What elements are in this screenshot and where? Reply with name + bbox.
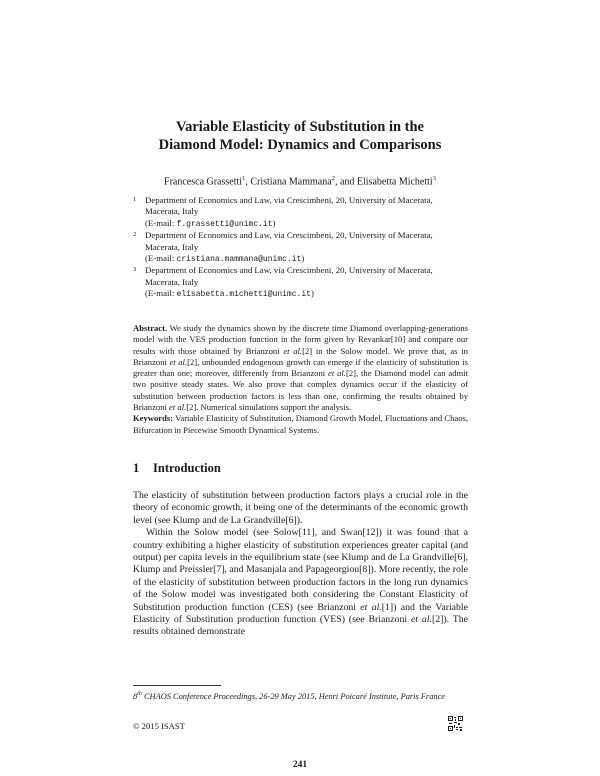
title-line-1: Variable Elasticity of Substitution in the [175,119,424,135]
abstract-etal: et al. [169,402,187,413]
copyright-notice: © 2015 ISAST [133,721,185,731]
author-mark: 3 [432,175,436,182]
email-address[interactable]: f.grassetti@unimc.it [176,219,273,229]
section-heading [133,461,221,476]
keywords-label: Keywords: [133,413,174,424]
email-prefix: (E-mail: [145,253,177,264]
affiliation-line: Macerata, Italy [145,206,199,217]
abstract-body [133,323,468,413]
paragraph-etal: et al. [360,601,382,613]
affiliation-line: Department of Economics and Law, via Crescimbeni, 20, University of Macerata, [145,230,433,241]
paragraph-text: [1]) and the Variable Elasticity of Substitution production function (VES) (see Brianzoni [133,601,468,626]
affiliation-email [145,288,473,300]
affiliation-line: Department of Economics and Law, via Crescimbeni, 20, University of Macerata, [145,265,433,276]
author-mark: 2 [331,175,335,182]
email-prefix: (E-mail: [145,288,177,299]
page-number: 241 [292,760,308,770]
abstract-text: [2]. Numerical simulations support the analysis. [186,402,352,413]
author-mark: 1 [242,175,246,182]
affiliation-line: Department of Economics and Law, via Crescimbeni, 20, University of Macerata, [145,195,433,205]
affiliation-email [145,218,473,230]
abstract-text: [2] in the Solow model. We prove that, as in Brianzoni [133,345,468,367]
email-suffix: ) [272,217,276,228]
paragraph-1: The elasticity of substitution between production factors plays a crucial role in the theory of economic growth, it being one of the determinants of the economic growth level (see Klump and de La Grandville[6]). [133,490,468,526]
abstract-text: [2], the Diamond model can admit two positive steady states. We also prove that complex dynamics occur if the elasticity of substitution between production factors is less than one, confirming the results obtained by Brianzoni [133,368,468,413]
paragraph-etal: et al. [410,614,432,626]
affiliation-line: Macerata, Italy [145,276,199,287]
footnote-text: CHAOS Conference Proceedings, 26-29 May 2015, Henri Poicaré Institute, Paris France [141,691,446,701]
section-title: Introduction [153,461,221,475]
affiliation-1 [133,195,473,230]
footnote-ordinal-suffix: th [137,691,142,697]
email-prefix: (E-mail: [145,217,177,228]
paragraph-text: Within the Solow model (see Solow[11], and Swan[12]) it was found that a country exhibiting a higher elasticity of substitution experiences greater capital (and output) per capita levels in the equilibrium state (see Klump and de La Grandville[6], Klump and Preissler[7], and Masanjala and Papageorgiou[8]). More recently, the role of the elasticity of substitution between production factors in the long run dynamics of the Solow model was investigated both considering the Constant Elasticity of Substitution production function (CES) (see Brianzoni [133,527,468,613]
affiliation-2 [133,230,473,265]
abstract-label: Abstract. [133,323,168,333]
keywords-text: Variable Elasticity of Substitution, Diamond Growth Model, Fluctuations and Chaos, Bifurcation in Piecewise Smooth Dynamical Systems. [133,413,468,435]
affiliation-number: 2 [133,231,137,239]
intro-text [133,490,468,639]
email-suffix: ) [301,253,305,264]
footnote-ordinal: 8 [133,691,138,701]
affiliations [133,195,473,301]
paragraph-2 [133,527,468,639]
abstract-etal: et al. [283,345,303,356]
affiliation-email [145,253,473,265]
affiliation-3 [133,265,473,300]
author-name: Cristiana Mammana [250,176,332,188]
author-list [60,172,540,188]
author-name: Elisabetta Michetti [356,176,433,188]
conference-footnote [133,689,468,702]
author-separator: , [245,176,251,188]
author-separator: , and [334,176,357,188]
email-address[interactable]: cristiana.mammana@unimc.it [176,255,302,265]
email-suffix: ) [310,288,314,299]
abstract [133,323,468,436]
qr-code-icon [448,716,463,731]
paragraph-text: [2]). The results obtained demonstrate [133,614,468,638]
title-line-2: Diamond Model: Dynamics and Comparisons [158,137,442,153]
email-address[interactable]: elisabetta.michetti@unimc.it [176,290,311,300]
abstract-text: [2], unbounded endogenous growth can emerge if the elasticity of substitution is greater than one; moreover, differently from Brianzoni [133,356,469,379]
affiliation-number: 3 [133,266,137,274]
footnote-rule [133,685,221,686]
abstract-etal: et al. [169,356,188,367]
author-name: Francesca Grassetti [164,176,243,188]
affiliation-line: Macerata, Italy [145,241,199,252]
abstract-etal: et al. [328,368,346,379]
section-number: 1 [133,461,140,475]
affiliation-number: 1 [133,196,137,203]
keywords [133,413,468,436]
paper-title [100,118,500,154]
abstract-text: We study the dynamics shown by the discrete time Diamond overlapping-generations model with the VES production function in the form given by Revankar[10] and compare our results with those obtained by Brianzoni [133,323,468,356]
